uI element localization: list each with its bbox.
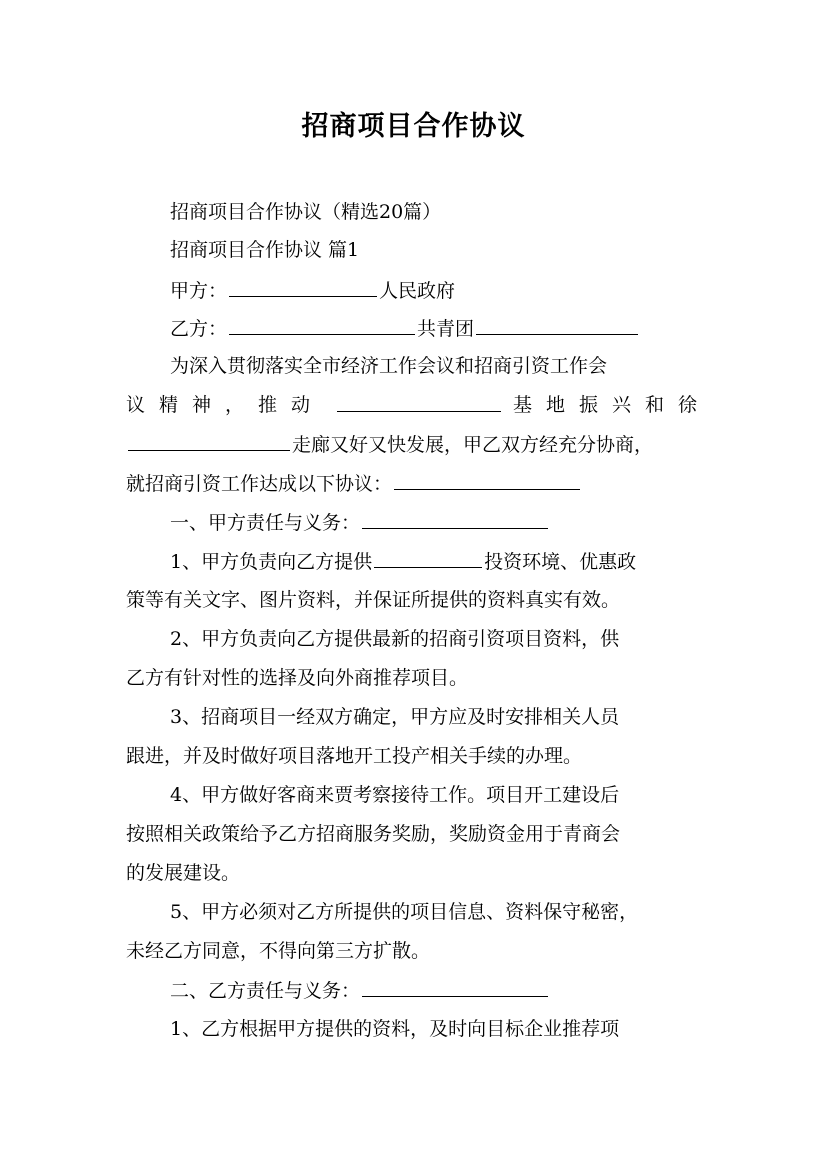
party-b-line (170, 314, 640, 343)
text-span: 为深入贯彻落实全市经济工作会议和招商引资工作会 (170, 355, 608, 377)
party-a-line (170, 276, 455, 305)
text-span: 1、乙方根据甲方提供的资料，及时向目标企业推荐项 (170, 1018, 620, 1040)
paragraph-line (126, 859, 240, 887)
paragraph-line (170, 1015, 619, 1043)
paragraph-line (170, 781, 619, 809)
blank-underline (476, 314, 638, 335)
text-span: 4、甲方做好客商来贾考察接待工作。项目开工建设后 (170, 784, 620, 806)
text-span: 就招商引资工作达成以下协议： (126, 473, 393, 495)
text-span: 按照相关政策给予乙方招商服务奖励，奖励资金用于青商会 (126, 823, 621, 845)
section-heading (170, 508, 550, 537)
blank-underline (394, 469, 580, 490)
blank-underline (229, 276, 377, 297)
text-span: 的发展建设。 (126, 862, 241, 884)
text-span: 招商项目合作协议（精选20篇） (170, 201, 442, 223)
label-party-b: 乙方： (170, 318, 228, 340)
paragraph-line (126, 742, 582, 770)
paragraph-line (126, 391, 711, 419)
text-span: 3、招商项目一经双方确定，甲方应及时安排相关人员 (170, 706, 620, 728)
text-span: 议精神，推动 (126, 394, 325, 416)
blank-underline (374, 547, 482, 568)
paragraph-line (170, 625, 619, 653)
section-heading (170, 976, 550, 1005)
paragraph-line (126, 586, 620, 614)
blank-underline (362, 508, 548, 529)
text-span: 跟进，并及时做好项目落地开工投产相关手续的办理。 (126, 745, 583, 767)
paragraph-line (170, 898, 638, 926)
paragraph-line (126, 469, 582, 498)
paragraph-line (126, 820, 620, 848)
paragraph-line (170, 703, 619, 731)
party-b-name: 共青团 (417, 318, 475, 340)
label-party-a: 甲方： (170, 280, 228, 302)
text-span: 投资环境、优惠政 (484, 551, 637, 573)
text-span: 一、甲方责任与义务： (170, 512, 361, 534)
paragraph-line (126, 430, 653, 459)
text-span: 招商项目合作协议 篇1 (170, 239, 360, 261)
section-heading (170, 236, 359, 264)
text-span: 1、甲方负责向乙方提供 (170, 551, 373, 573)
paragraph-line (126, 664, 468, 692)
text-span: 策等有关文字、图片资料，并保证所提供的资料真实有效。 (126, 589, 621, 611)
blank-underline (229, 314, 415, 335)
subtitle-line (170, 198, 441, 226)
paragraph-line (170, 352, 607, 380)
blank-underline (362, 976, 548, 997)
text-span: 5、甲方必须对乙方所提供的项目信息、资料保守秘密， (170, 901, 639, 923)
text-span: 未经乙方同意，不得向第三方扩散。 (126, 940, 431, 962)
text-span: 走廊又好又快发展，甲乙双方经充分协商， (292, 434, 654, 456)
text-span: 2、甲方负责向乙方提供最新的招商引资项目资料，供 (170, 628, 620, 650)
paragraph-line (170, 547, 636, 576)
text-span: 基地振兴和徐 (512, 394, 711, 416)
text-span: 二、乙方责任与义务： (170, 980, 361, 1002)
document-title: 招商项目合作协议 (301, 111, 526, 142)
blank-underline (128, 430, 290, 451)
paragraph-line (126, 937, 430, 965)
text-span: 乙方有针对性的选择及向外商推荐项目。 (126, 667, 469, 689)
blank-underline (337, 391, 501, 412)
party-a-name: 人民政府 (379, 280, 456, 302)
